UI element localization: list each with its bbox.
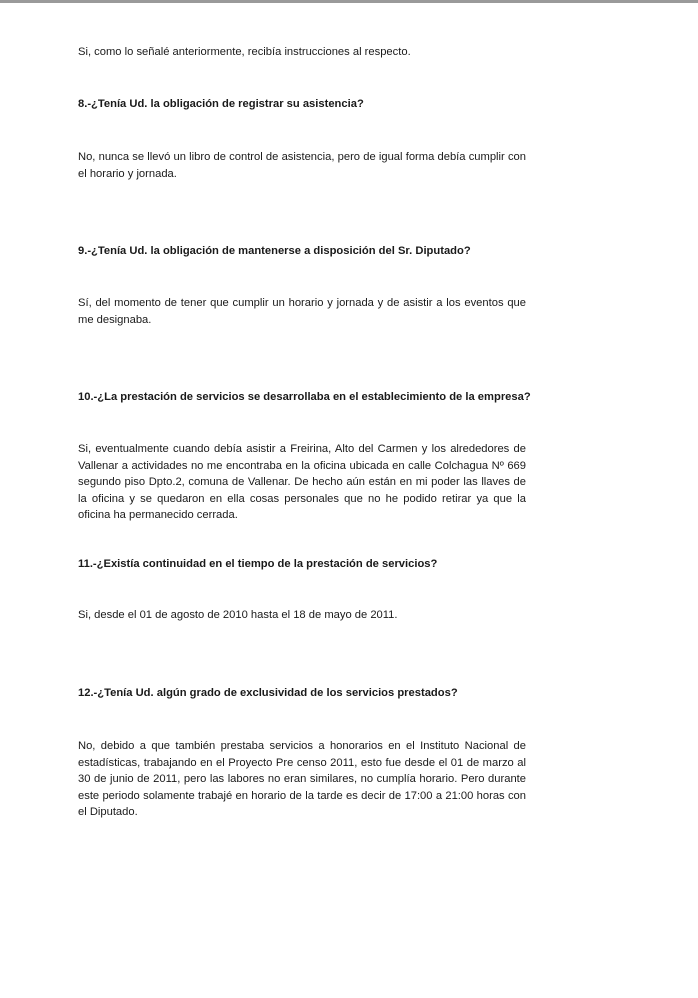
- question-12-text: 12.-¿Tenía Ud. algún grado de exclusividad de los servicios prestados?: [78, 687, 458, 699]
- question-12-heading: [78, 685, 526, 702]
- answer-10-text: Si, eventualmente cuando debía asistir a Freirina, Alto del Carmen y los alrededores de Vallenar a actividades no me encontraba en la oficina ubicada en calle Colchagua Nº 669 segundo piso Dpto.2, comuna de Vallenar. De hecho aún están en mi poder las llaves de la oficina y se quedaron en ella cosas personales que no he podido retirar ya que la oficina ha permanecido cerrada.: [78, 443, 526, 521]
- question-9-text: 9.-¿Tenía Ud. la obligación de mantenerse a disposición del Sr. Diputado?: [78, 245, 471, 257]
- answer-9-paragraph: [78, 295, 526, 328]
- answer-10-paragraph: [78, 441, 526, 524]
- question-9-heading: [78, 243, 526, 260]
- answer-12-text: No, debido a que también prestaba servicios a honorarios en el Instituto Nacional de estadísticas, trabajando en el Proyecto Pre censo 2011, esto fue desde el 01 de marzo al 30 de junio de 2011, pero las labores no eran similares, no cumplía horario. Pero durante este periodo solamente trabajé en horario de la tarde es decir de 17:00 a 21:00 horas con el Diputado.: [78, 740, 526, 818]
- question-10-text: 10.-¿La prestación de servicios se desarrollaba en el establecimiento de la empresa?: [78, 391, 531, 403]
- intro-text: Si, como lo señalé anteriormente, recibía instrucciones al respecto.: [78, 46, 411, 58]
- answer-11-text: Si, desde el 01 de agosto de 2010 hasta el 18 de mayo de 2011.: [78, 609, 398, 621]
- answer-8-text: No, nunca se llevó un libro de control de asistencia, pero de igual forma debía cumplir con el horario y jornada.: [78, 151, 526, 180]
- answer-9-text: Sí, del momento de tener que cumplir un horario y jornada y de asistir a los eventos que me designaba.: [78, 297, 526, 326]
- answer-8-paragraph: [78, 149, 526, 182]
- question-8-heading: [78, 96, 526, 113]
- question-10-heading: [78, 389, 531, 406]
- question-11-text: 11.-¿Existía continuidad en el tiempo de la prestación de servicios?: [78, 558, 438, 570]
- question-8-text: 8.-¿Tenía Ud. la obligación de registrar su asistencia?: [78, 98, 364, 110]
- answer-11-paragraph: [78, 607, 526, 624]
- answer-12-paragraph: [78, 738, 526, 821]
- intro-paragraph: [78, 44, 526, 61]
- question-11-heading: [78, 556, 526, 573]
